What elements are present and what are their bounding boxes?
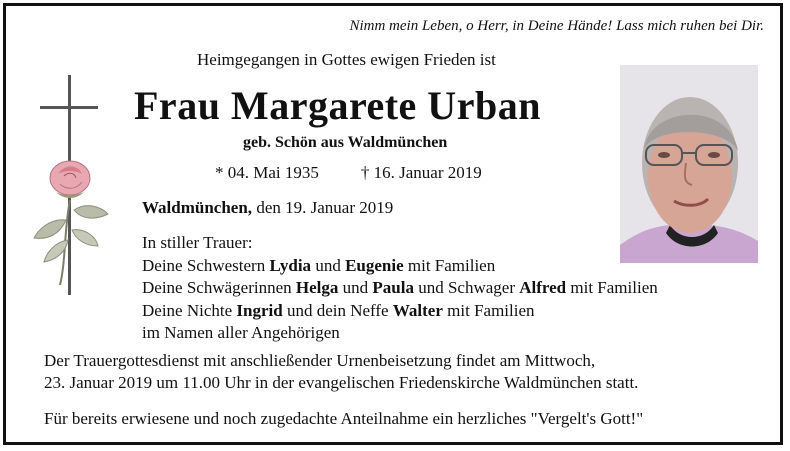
service-line: 23. Januar 2019 um 11.00 Uhr in der evangelischen Friedenskirche Waldmünchen statt. [44,372,639,392]
mourner-line [142,277,658,300]
mourner-text: In stiller Trauer: [142,233,253,252]
date: den 19. Januar 2019 [252,198,394,217]
mourner-name: Eugenie [345,255,404,275]
mourner-text: und Schwager [413,278,520,297]
place-date [142,198,393,218]
mourner-text: Deine Schwestern [142,255,270,275]
life-dates [215,163,482,183]
mourner-text: mit Familien [442,300,535,320]
mourner-text: und dein Neffe [282,300,393,320]
birth-date: * 04. Mai 1935 [215,163,319,182]
deceased-name: Frau Margarete Urban [134,83,541,128]
mourners-list [142,232,658,345]
mourner-text: Deine Schwägerinnen [142,278,296,297]
death-date: † 16. Januar 2019 [360,163,482,182]
motto: Nimm mein Leben, o Herr, in Deine Hände! Lass mich ruhen bei Dir. [349,18,764,34]
mourner-text: im Namen aller Angehörigen [142,323,340,342]
mourner-text: mit Familien [403,255,496,275]
mourner-line [142,300,658,323]
maiden-name: geb. Schön aus Waldmünchen [243,134,448,151]
service-line: Der Trauergottesdienst mit anschließender Urnenbeisetzung findet am Mittwoch, [44,351,596,370]
mourner-line [142,255,658,278]
service-info [44,350,638,393]
cross-with-rose-icon [30,70,120,300]
mourner-line [142,232,658,255]
thanks-line: Für bereits erwiesene und noch zugedachte Anteilnahme ein herzliches "Vergelt's Gott!" [44,409,644,428]
mourner-line [142,322,658,345]
intro-line: Heimgegangen in Gottes ewigen Frieden ist [197,50,496,69]
mourner-text: und [311,255,346,275]
mourner-text: Deine Nichte [142,300,237,320]
mourner-name: Helga [295,278,339,297]
mourner-text: und [338,278,373,297]
mourner-name: Lydia [269,255,312,275]
mourner-name: Walter [392,300,443,320]
place: Waldmünchen, [142,198,253,217]
mourner-name: Paula [372,278,414,297]
mourner-name: Ingrid [236,300,283,320]
portrait-photo [620,65,758,263]
mourner-name: Alfred [519,278,567,297]
mourner-text: mit Familien [566,278,658,297]
